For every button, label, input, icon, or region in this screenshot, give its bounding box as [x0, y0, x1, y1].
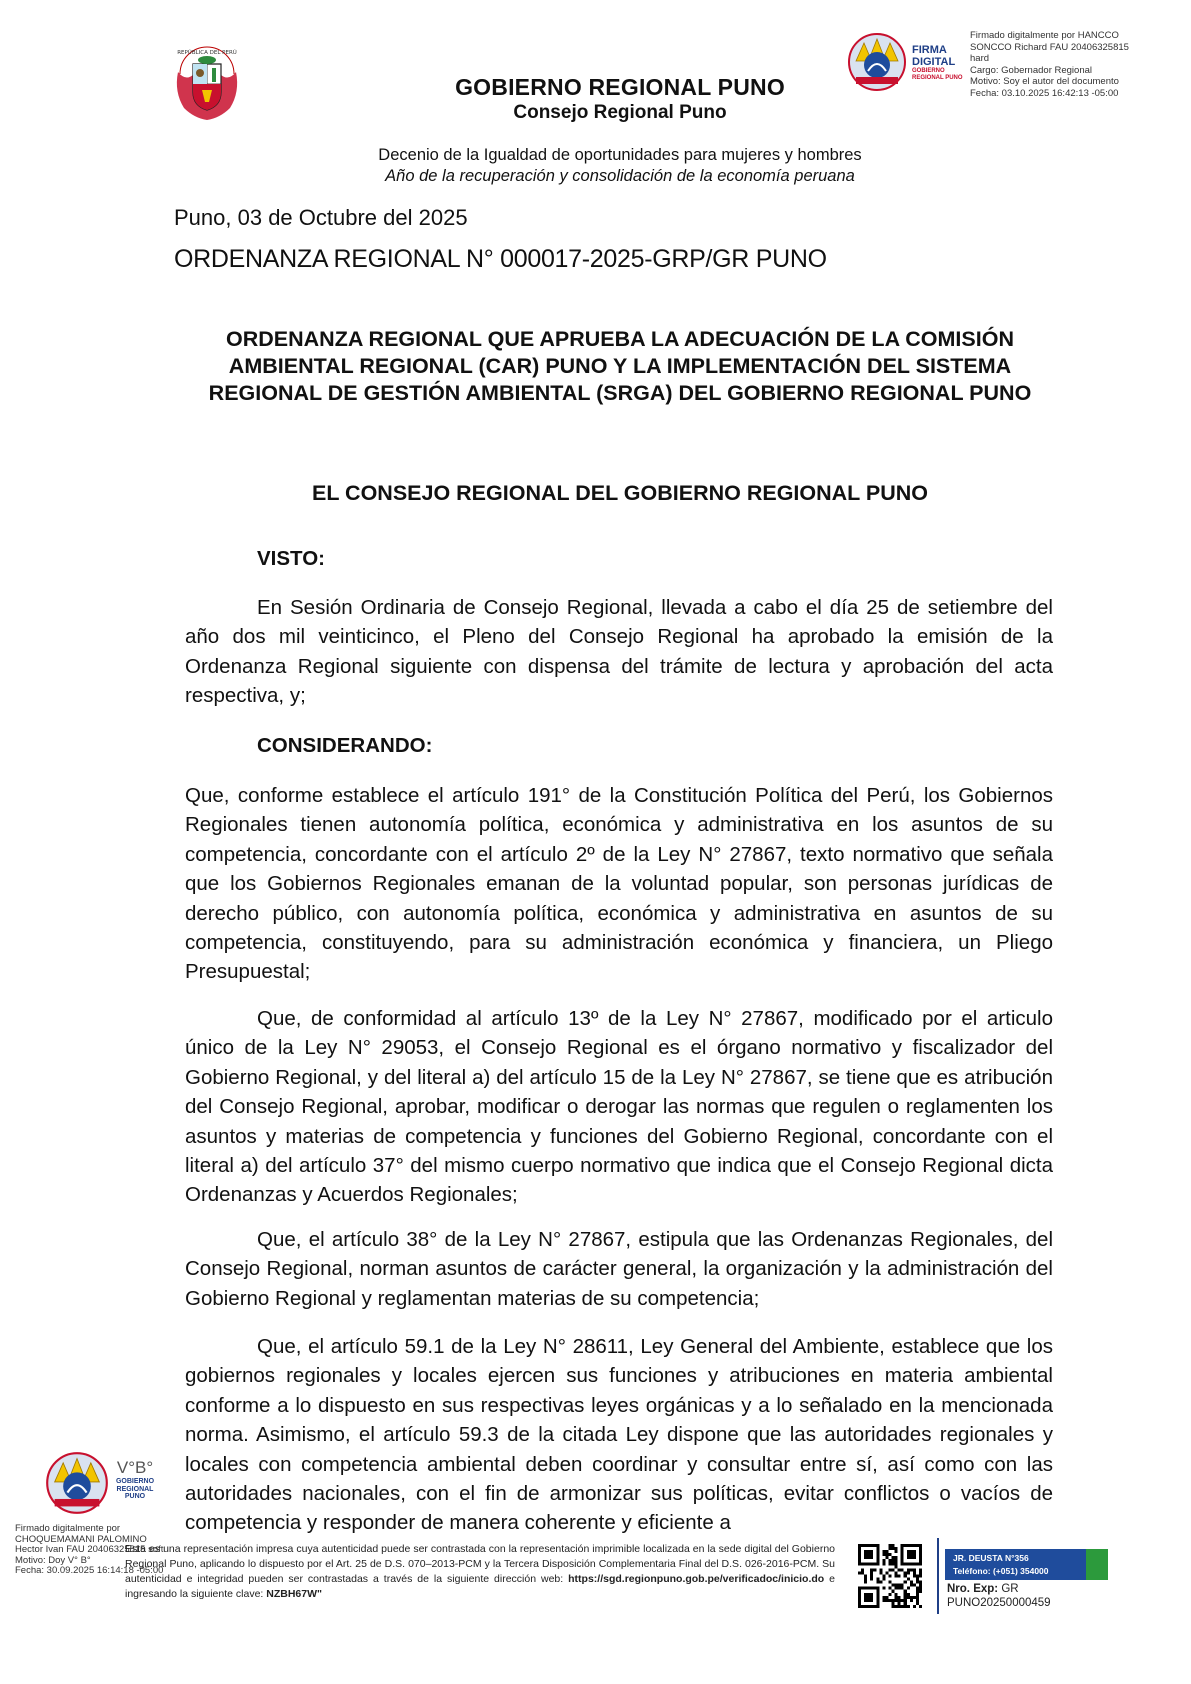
sig-line: Cargo: Gobernador Regional: [970, 64, 1092, 76]
verification-link[interactable]: https://sgd.regionpuno.gob.pe/verificadoc/inicio.do: [568, 1573, 825, 1585]
note-text: Esta es una representación impresa cuya autenticidad puede ser contrastada con la representación imprimible localizada en la sede digital del Gobierno Regional Puno, aplicando lo dispuesto por el Art. 25 de D.S. 070–2013-PCM y la Tercera Disposición Complementaria Final del D.S. 026-2016-PCM. Su autenticidad e integridad pueden ser contrastadas a través de la siguiente dirección web:: [125, 1543, 835, 1585]
verification-key: NZBH67W": [266, 1588, 322, 1600]
decenio-line: Decenio de la Igualdad de oportunidades para mujeres y hombres: [378, 146, 862, 164]
sig-line: Firmado digitalmente por: [15, 1523, 121, 1534]
header-title: GOBIERNO REGIONAL PUNO: [455, 74, 785, 100]
sig-line: Hector Ivan FAU 20406325815 soft: [15, 1544, 164, 1555]
considerando-paragraph: Que, de conformidad al artículo 13º de la Ley N° 27867, modificado por el articulo único de la Ley N° 29053, el Consejo Regional es el órgano normativo y fiscalizador del Gobierno Regional, y del literal a) del artículo 15 de la Ley N° 27867, se tiene que es atribución del Consejo Regional, aprobar, modificar o derogar las normas que regulen o reglamenten los asuntos y materias de competencia y funciones del Gobierno Regional, concordante con el literal a) del artículo 37° del mismo cuerpo normativo que indica que el Consejo Regional dicta Ordenanzas y Acuerdos Regionales;: [185, 1007, 1053, 1207]
expediente-number: [947, 1582, 1097, 1610]
visto-paragraph: En Sesión Ordinaria de Consejo Regional, llevada a cabo el día 25 de setiembre del año dos mil veinticinco, el Pleno del Consejo Regional ha aprobado la emisión de la Ordenanza Regional siguiente con dispensa del trámite de lectura y aprobación del acta respectiva, y;: [185, 596, 1053, 708]
sig-line: Motivo: Soy el autor del documento: [970, 76, 1119, 87]
sig-line: CHOQUEMAMANI PALOMINO: [15, 1533, 147, 1545]
visto-heading: VISTO:: [257, 547, 325, 570]
year-motto: Año de la recuperación y consolidación de la economía peruana: [385, 167, 855, 185]
sig-line: Firmado digitalmente por HANCCO: [970, 30, 1119, 41]
authenticity-note: [125, 1542, 835, 1602]
sig-line: Fecha: 03.10.2025 16:42:13 -05:00: [970, 87, 1119, 99]
expediente-label: Nro. Exp:: [947, 1583, 999, 1595]
visto-bueno-stamp: [112, 1458, 158, 1501]
footer-divider: [937, 1538, 939, 1614]
firma-digital-text: FIRMA DIGITAL: [912, 44, 956, 69]
considerando-paragraph: Que, el artículo 38° de la Ley N° 27867, estipula que las Ordenanzas Regionales, del Consejo Regional, norman asuntos de carácter general, la organización y la administración del Gobierno Regional y reglamentan materias de su competencia;: [185, 1228, 1053, 1310]
considerando-paragraph: Que, el artículo 59.1 de la Ley N° 28611, Ley General del Ambiente, establece que los gobiernos regionales y locales ejercen sus funciones y atribuciones en materia ambiental conforme a lo dispuesto en sus respectivas leyes orgánicas y a lo señalado en la mencionada norma. Asimismo, el artículo 59.3 de la citada Ley dispone que las autoridades regionales y locales con competencia ambiental deben coordinar y consultar entre sí, así como con las autoridades nacionales, con el fin de armonizar sus políticas, evitar conflictos o vacíos de competencia y responder de manera coherente y eficiente a: [185, 1335, 1053, 1535]
sig-line: hard: [970, 53, 990, 64]
green-accent: [1086, 1549, 1108, 1580]
firma-org-text: GOBIERNO REGIONAL PUNO: [912, 68, 963, 81]
note-text: e ingresando la siguiente clave:: [125, 1573, 836, 1600]
vb-label: V°B°: [116, 1458, 154, 1477]
council-heading: EL CONSEJO REGIONAL DEL GOBIERNO REGIONAL PUNO: [311, 481, 929, 505]
expediente-value: GR PUNO20250000459: [947, 1583, 1051, 1609]
sig-line: Motivo: Doy V° B°: [15, 1554, 91, 1566]
ordinance-title: ORDENANZA REGIONAL QUE APRUEBA LA ADECUACIÓN DE LA COMISIÓN AMBIENTAL REGIONAL (CAR) PUNO Y LA IMPLEMENTACIÓN DEL SISTEMA REGIONAL DE GESTIÓN AMBIENTAL (SRGA) DEL GOBIERNO REGIONAL PUNO: [208, 327, 1032, 405]
address-bar: [945, 1549, 1108, 1580]
header-subtitle: Consejo Regional Puno: [513, 102, 727, 123]
considerando-heading: CONSIDERANDO:: [257, 734, 433, 757]
ordinance-number: ORDENANZA REGIONAL N° 000017-2025-GRP/GR PUNO: [174, 245, 827, 273]
coat-caption: REPÚBLICA DEL PERÚ: [177, 50, 237, 56]
regional-logo-icon: [44, 1450, 110, 1516]
vb-org: GOBIERNO REGIONAL PUNO: [115, 1478, 155, 1501]
firma-digital-label: [912, 44, 972, 81]
phone-text: Teléfono: (+051) 354000: [953, 1566, 1049, 1576]
considerando-paragraph: Que, conforme establece el artículo 191° de la Constitución Política del Perú, los Gobiernos Regionales tienen autonomía política, económica y administrativa en los asuntos de su competencia, concordante con el artículo 2º de la Ley N° 27867, texto normativo que señala que los Gobiernos Regionales emanan de la voluntad popular, son personas jurídicas de derecho público, con autonomía política, económica y administrativa en asuntos de su competencia, constituyendo, para su administración económica y financiera, un Pliego Presupuestal;: [185, 784, 1053, 984]
sig-line: Fecha: 30.09.2025 16:14:18 -05:00: [15, 1565, 164, 1576]
qr-code-icon[interactable]: [858, 1544, 922, 1608]
document-date: Puno, 03 de Octubre del 2025: [174, 205, 468, 230]
sig-line: SONCCO Richard FAU 20406325815: [970, 41, 1129, 53]
digital-signature-block: [970, 30, 1180, 99]
address-text: JR. DEUSTA N°356: [953, 1553, 1029, 1563]
regional-logo-icon: [846, 31, 908, 93]
